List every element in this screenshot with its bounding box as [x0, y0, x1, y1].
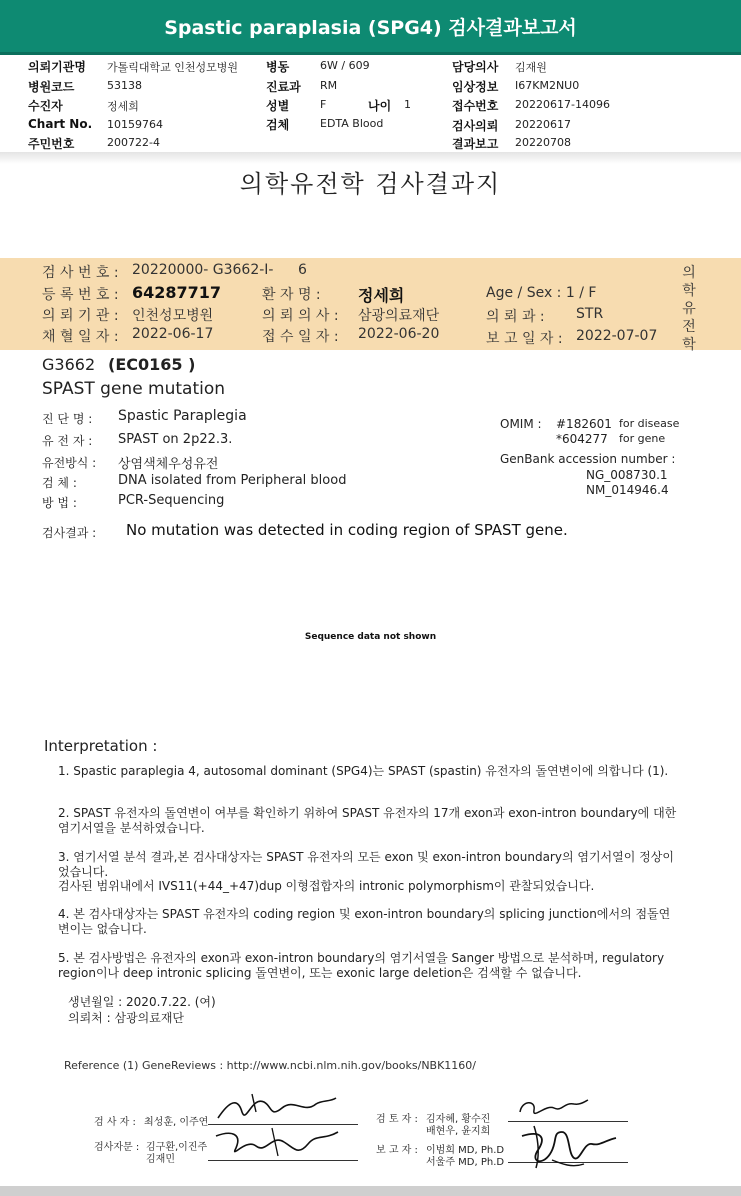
label-resident-no: 주민번호	[28, 137, 75, 151]
reference-link[interactable]: Reference (1) GeneReviews : http://www.ncbi.nlm.nih.gov/books/NBK1160/	[64, 1059, 477, 1072]
reg-no: 64287717	[132, 283, 222, 302]
age-sex: Age / Sex : 1 / F	[486, 285, 597, 301]
value-org: 가톨릭대학교 인천성모병원	[107, 61, 239, 74]
label-ward: 병동	[266, 60, 290, 74]
reporter-signature	[512, 1124, 622, 1170]
section-divider	[0, 152, 741, 164]
report-date-label: 보 고 일 자 :	[486, 331, 563, 347]
collect-date: 2022-06-17	[132, 326, 214, 342]
test-code: G3662	[42, 355, 96, 374]
interp-item-2: 2. SPAST 유전자의 돌연변이 여부를 확인하기 위하여 SPAST 유전자의 17개 exon과 exon-intron boundary에 대한 염기서열을 분석하였습니다.	[58, 806, 677, 835]
reviewer-label: 검 토 자 :	[376, 1114, 418, 1125]
requester: 의뢰처 : 삼광의료재단	[68, 1011, 185, 1025]
side-char: 학	[682, 283, 696, 299]
value-request-date: 20220617	[515, 118, 571, 131]
patient-name: 정세희	[358, 286, 405, 305]
value-specimen: EDTA Blood	[320, 117, 384, 130]
receive-date: 2022-06-20	[358, 326, 440, 342]
genbank-ng: NG_008730.1	[586, 468, 668, 482]
side-char: 유	[682, 301, 696, 317]
reviewer-names-1: 김자혜, 황수진	[426, 1114, 491, 1125]
value-patient: 정세희	[107, 100, 139, 113]
genbank-label: GenBank accession number :	[500, 452, 676, 466]
side-char: 학	[682, 337, 696, 353]
label-specimen: 검체	[266, 118, 290, 132]
gene-label: 유 전 자 :	[42, 434, 93, 448]
exam-no-label: 검 사 번 호 :	[42, 265, 119, 281]
org-label: 의 뢰 기 관 :	[42, 308, 119, 324]
label-sex: 성별	[266, 99, 290, 113]
exam-no-suffix: 6	[298, 262, 307, 278]
side-char: 전	[682, 319, 696, 335]
result-label: 검사결과 :	[42, 526, 97, 540]
report-date: 2022-07-07	[576, 328, 658, 344]
reg-no-label: 등 록 번 호 :	[42, 287, 119, 303]
diag-label: 진 단 명 :	[42, 412, 93, 426]
reporter-label: 보 고 자 :	[376, 1145, 418, 1156]
interp-item-3: 3. 염기서열 분석 결과,본 검사대상자는 SPAST 유전자의 모든 exon 및 exon-intron boundary의 염기서열이 정상이었습니다.	[58, 850, 674, 879]
tester-label: 검 사 자 :	[94, 1117, 136, 1128]
value-ward: 6W / 609	[320, 59, 370, 72]
consult-label: 검사자문 :	[94, 1142, 140, 1153]
label-receipt-no: 접수번호	[452, 99, 499, 113]
consult-signature	[212, 1126, 342, 1162]
label-hospital-code: 병원코드	[28, 80, 75, 94]
label-clinical-info: 임상정보	[452, 80, 499, 94]
value-clinical-info: I67KM2NU0	[515, 79, 580, 92]
label-dept: 진료과	[266, 80, 301, 94]
sequence-note: Sequence data not shown	[304, 632, 437, 642]
report-title: 의학유전학 검사결과지	[239, 170, 502, 198]
consult-names-2: 김재민	[146, 1154, 175, 1165]
reviewer-names-2: 배현우, 윤지희	[426, 1126, 491, 1137]
exam-no: 20220000- G3662-I-	[132, 262, 274, 278]
method: PCR-Sequencing	[118, 493, 225, 508]
specimen-label: 검 체 :	[42, 476, 77, 490]
test-code-paren: (EC0165 )	[108, 355, 196, 374]
value-dept: RM	[320, 79, 338, 92]
date-of-birth: 생년월일 : 2020.7.22. (여)	[68, 995, 216, 1009]
tester-signature	[212, 1090, 342, 1126]
value-sex: F	[320, 98, 327, 111]
method-label: 방 법 :	[42, 496, 77, 510]
interp-item-5: 5. 본 검사방법은 유전자의 exon과 exon-intron boundary의 염기서열을 Sanger 방법으로 분석하며, regulatory region이나 deep intronic splicing 돌연변이, 또는 exonic large deletion은 검색할 수 없습니다.	[58, 951, 665, 980]
value-hospital-code: 53138	[107, 79, 142, 92]
doctor: 삼광의료재단	[358, 308, 440, 324]
label-patient: 수진자	[28, 99, 63, 113]
org: 인천성모병원	[132, 308, 214, 324]
interpretation-heading: Interpretation :	[44, 737, 158, 755]
consult-names-1: 김구환,이진주	[146, 1142, 208, 1153]
value-age: 1	[404, 98, 411, 111]
diagnosis: Spastic Paraplegia	[118, 408, 247, 424]
dept-label: 의 뢰 과 :	[486, 309, 545, 325]
value-resident-no: 200722-4	[107, 136, 160, 149]
value-physician: 김재원	[515, 61, 547, 74]
doctor-label: 의 뢰 의 사 :	[262, 308, 339, 324]
label-result-date: 결과보고	[452, 137, 499, 151]
receive-date-label: 접 수 일 자 :	[262, 329, 339, 345]
inheritance: 상염색체우성유전	[118, 457, 219, 472]
label-age: 나이	[368, 99, 392, 113]
label-chart-no: Chart No.	[28, 117, 93, 131]
omim-label: OMIM :	[500, 417, 542, 431]
specimen: DNA isolated from Peripheral blood	[118, 473, 347, 488]
value-receipt-no: 20220617-14096	[515, 98, 610, 111]
label-org: 의뢰기관명	[28, 60, 86, 74]
label-request-date: 검사의뢰	[452, 119, 499, 133]
inherit-label: 유전방식 :	[42, 456, 97, 470]
genbank-nm: NM_014946.4	[586, 483, 669, 497]
reporter-names-2: 서울주 MD, Ph.D	[426, 1157, 505, 1168]
patient-name-label: 환 자 명 :	[262, 287, 321, 303]
gene: SPAST on 2p22.3.	[118, 432, 233, 447]
interp-item-4: 4. 본 검사대상자는 SPAST 유전자의 coding region 및 exon-intron boundary의 splicing junction에서의 점돌연변이는 없습니다.	[58, 907, 671, 936]
interp-item-1: 1. Spastic paraplegia 4, autosomal dominant (SPG4)는 SPAST (spastin) 유전자의 돌연변이에 의합니다 (1).	[58, 764, 669, 778]
value-result-date: 20220708	[515, 136, 571, 149]
result-text: No mutation was detected in coding region of SPAST gene.	[126, 521, 568, 539]
omim-disease: #182601	[556, 417, 612, 431]
report-header-title: Spastic paraplasia (SPG4) 검사결과보고서	[164, 17, 577, 39]
test-name: SPAST gene mutation	[42, 379, 226, 399]
reporter-names-1: 이범희 MD, Ph.D	[426, 1145, 505, 1156]
bottom-strip	[0, 1186, 741, 1196]
omim-gene: *604277	[556, 432, 608, 446]
interp-item-3-cont: 검사된 범위내에서 IVS11(+44_+47)dup 이형접합자의 intronic polymorphism이 관찰되었습니다.	[58, 879, 595, 893]
value-chart-no: 10159764	[107, 118, 163, 131]
dept: STR	[576, 306, 604, 322]
omim-gene-note: for gene	[619, 432, 666, 445]
collect-date-label: 채 혈 일 자 :	[42, 329, 119, 345]
side-char: 의	[682, 265, 696, 281]
omim-disease-note: for disease	[619, 417, 680, 430]
tester-names: 최성훈, 이주연	[144, 1117, 209, 1128]
label-physician: 담당의사	[452, 60, 499, 74]
reviewer-signature	[512, 1094, 592, 1124]
